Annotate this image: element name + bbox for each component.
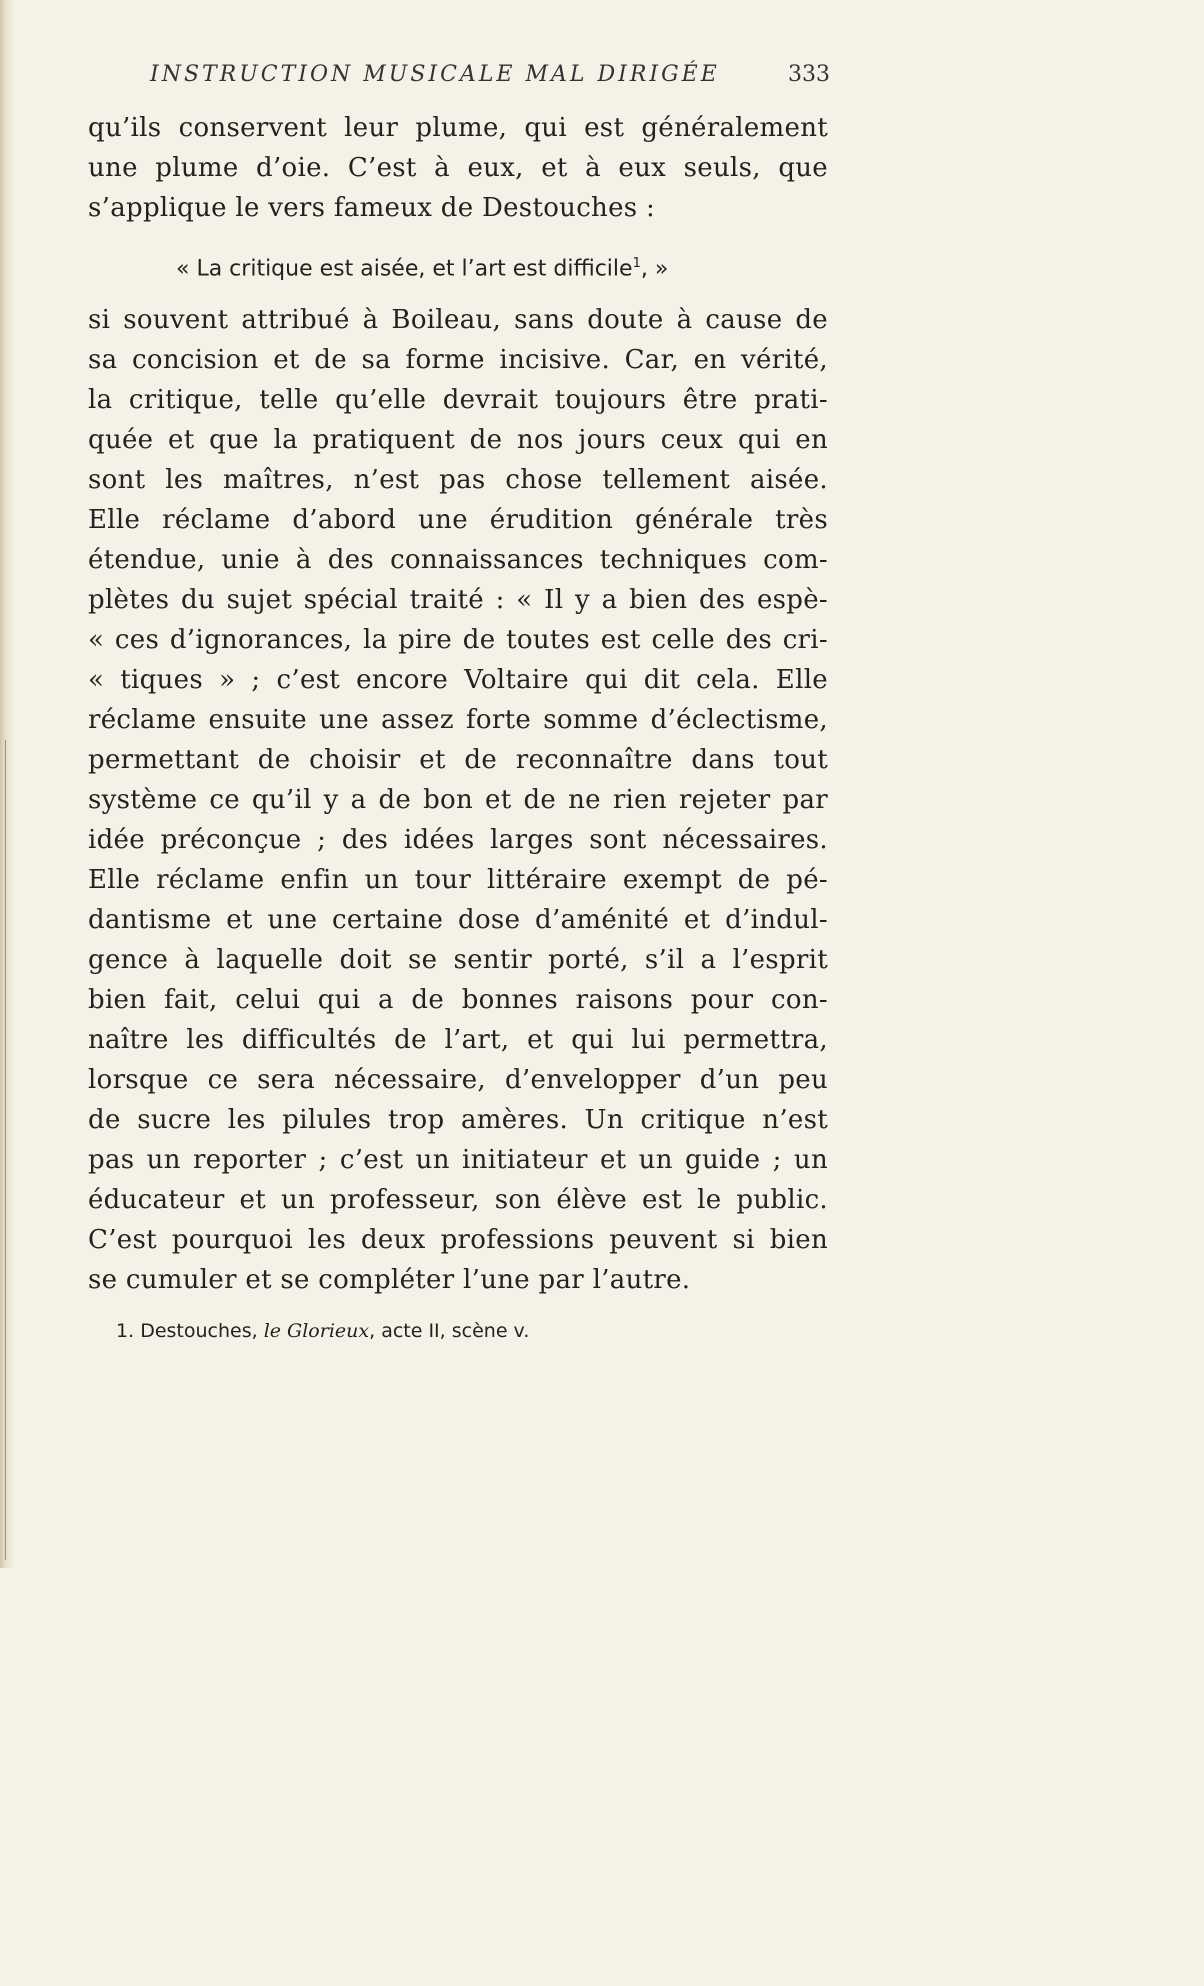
footnote-author: Destouches, [140,1320,258,1342]
text-line: sa concision et de sa forme incisive. Car, en vérité, [88,345,828,375]
text-line: lorsque ce sera nécessaire, d’envelopper d’un peu [88,1065,828,1095]
text-line: quée et que la pratiquent de nos jours ceux qui en [88,425,828,455]
footnote-ref: 1 [632,256,641,271]
running-header [150,62,830,94]
text-line: réclame ensuite une assez forte somme d’éclectisme, [88,705,828,735]
text-line: bien fait, celui qui a de bonnes raisons pour con- [88,985,828,1015]
text-line: se cumuler et se compléter l’une par l’autre. [88,1265,691,1295]
text-line: C’est pourquoi les deux professions peuvent si bien [88,1225,828,1255]
page-number: 333 [788,62,830,87]
text-line: s’applique le vers fameux de Destouches : [88,193,656,223]
verse-quote [176,246,776,287]
footnote-work-title: le Glorieux [263,1320,370,1342]
footnote [116,1316,816,1346]
text-line: de sucre les pilules trop amères. Un critique n’est [88,1105,828,1135]
text-line: la critique, telle qu’elle devrait toujours être prati- [88,385,828,415]
text-line: éducateur et un professeur, son élève est le public. [88,1185,828,1215]
text-line: naître les difficultés de l’art, et qui lui permettra, [88,1025,828,1055]
text-line: permettant de choisir et de reconnaître dans tout [88,745,828,775]
text-line: Elle réclame d’abord une érudition générale très [88,505,828,535]
text-line: qu’ils conservent leur plume, qui est généralement [88,113,828,143]
running-title: INSTRUCTION MUSICALE MAL DIRIGÉE [150,62,720,87]
text-line: Elle réclame enfin un tour littéraire exempt de pé- [88,865,828,895]
binding-edge [5,740,6,1560]
text-line: gence à laquelle doit se sentir porté, s’il a l’esprit [88,945,828,975]
quote-text: « La critique est aisée, et l’art est difficile [176,256,633,282]
text-line: plètes du sujet spécial traité : « Il y a bien des espè- [88,585,828,615]
text-line: « tiques » ; c’est encore Voltaire qui dit cela. Elle [88,665,828,695]
text-line: idée préconçue ; des idées larges sont nécessaires. [88,825,828,855]
text-line: système ce qu’il y a de bon et de ne rien rejeter par [88,785,828,815]
text-line: « ces d’ignorances, la pire de toutes est celle des cri- [88,625,828,655]
text-line: une plume d’oie. C’est à eux, et à eux seuls, que [88,153,828,183]
text-line: si souvent attribué à Boileau, sans doute à cause de [88,305,828,335]
text-line: pas un reporter ; c’est un initiateur et un guide ; un [88,1145,828,1175]
text-line: sont les maîtres, n’est pas chose tellement aisée. [88,465,828,495]
text-line: étendue, unie à des connaissances techniques com- [88,545,828,575]
quote-close: , » [640,256,669,282]
footnote-reference: , acte II, scène v. [369,1320,530,1342]
text-line: dantisme et une certaine dose d’aménité et d’indul- [88,905,828,935]
page-gutter [0,0,14,1568]
footnote-number: 1. [116,1320,135,1342]
